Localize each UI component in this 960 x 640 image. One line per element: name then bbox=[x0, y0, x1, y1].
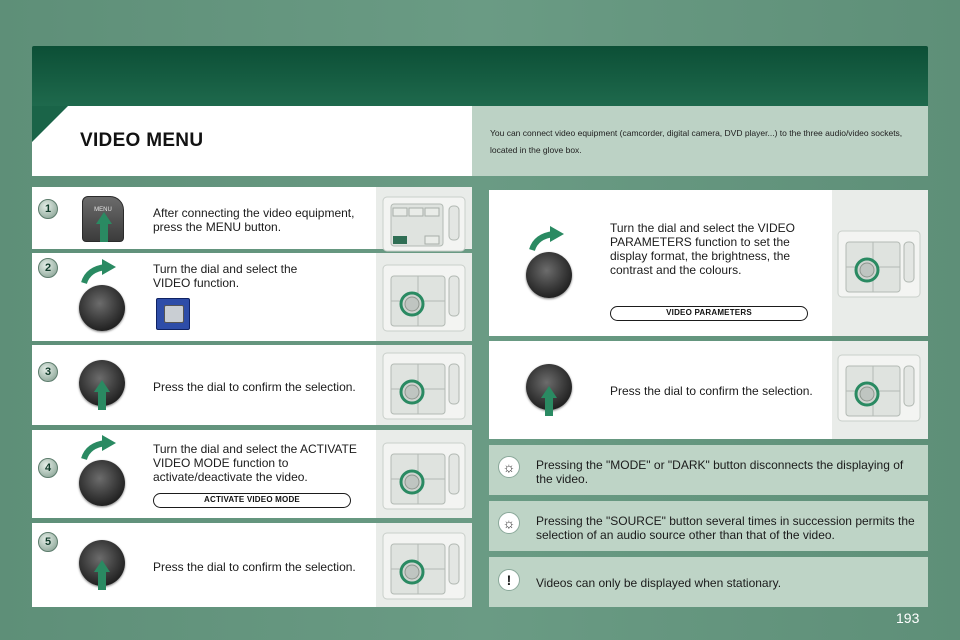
step-text-3: Press the dial to confirm the selection. bbox=[153, 380, 356, 394]
step-text-video-parameters: Turn the dial and select the VIDEO PARAMETERS function to set the display format, the brightness, the contrast and the colours. bbox=[610, 221, 795, 277]
activate-video-mode-label: ACTIVATE VIDEO MODE bbox=[153, 493, 351, 508]
video-icon bbox=[156, 298, 190, 330]
press-arrow-icon bbox=[541, 386, 557, 416]
step-number-3: 3 bbox=[38, 362, 58, 382]
step-text-5: Press the dial to confirm the selection. bbox=[153, 560, 356, 574]
step-number-5: 5 bbox=[38, 532, 58, 552]
sun-icon: ☼ bbox=[498, 512, 520, 534]
sun-icon: ☼ bbox=[498, 456, 520, 478]
step-number-1: 1 bbox=[38, 199, 58, 219]
note-text-warning: Videos can only be displayed when stationary. bbox=[536, 576, 782, 590]
turn-arrow-icon bbox=[80, 259, 120, 285]
note-text-source: Pressing the "SOURCE" button several times in succession permits the selection of an audio source other than that of the video. bbox=[536, 514, 915, 542]
console-dial-image bbox=[381, 262, 467, 334]
press-arrow-icon bbox=[94, 560, 110, 590]
dial-icon bbox=[79, 285, 125, 331]
press-arrow-icon bbox=[94, 380, 110, 410]
step-number-2: 2 bbox=[38, 258, 58, 278]
console-dial-image bbox=[381, 530, 467, 602]
step-text-confirm: Press the dial to confirm the selection. bbox=[610, 384, 813, 398]
title-notch bbox=[32, 106, 68, 142]
turn-arrow-icon bbox=[528, 226, 568, 252]
warning-icon: ! bbox=[498, 569, 520, 591]
dial-icon bbox=[526, 252, 572, 298]
console-dial-image bbox=[381, 440, 467, 512]
video-parameters-label: VIDEO PARAMETERS bbox=[610, 306, 808, 321]
step-text-4: Turn the dial and select the ACTIVATE VIDEO MODE function to activate/deactivate the video. bbox=[153, 442, 357, 484]
step-text-1: After connecting the video equipment, press the MENU button. bbox=[153, 206, 355, 234]
page-title: VIDEO MENU bbox=[80, 130, 204, 151]
dial-icon bbox=[79, 460, 125, 506]
note-text-mode: Pressing the "MODE" or "DARK" button disconnects the displaying of the video. bbox=[536, 458, 904, 486]
menu-key-icon: MENU bbox=[82, 196, 124, 242]
turn-arrow-icon bbox=[80, 435, 120, 461]
step-number-4: 4 bbox=[38, 458, 58, 478]
console-dial-image bbox=[381, 350, 467, 422]
intro-text: You can connect video equipment (camcorder, digital camera, DVD player...) to the three audio/video sockets, located in the glove box. bbox=[490, 128, 903, 155]
console-dial-image bbox=[836, 352, 922, 424]
console-dial-image bbox=[836, 228, 922, 300]
press-arrow-icon bbox=[96, 212, 112, 242]
console-menu-button-image bbox=[381, 188, 467, 260]
page-number: 193 bbox=[896, 610, 920, 626]
step-text-2: Turn the dial and select the VIDEO function. bbox=[153, 262, 298, 290]
header-band bbox=[32, 46, 928, 108]
